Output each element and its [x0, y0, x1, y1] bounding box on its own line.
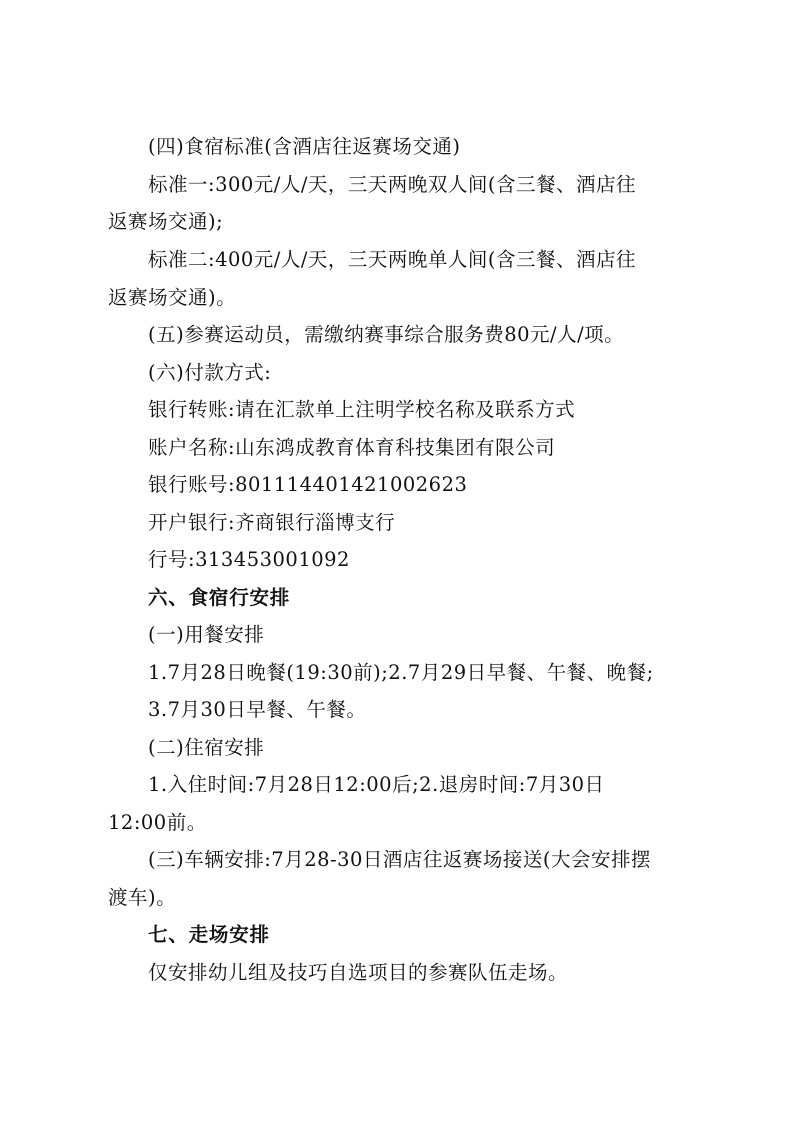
vehicle-arrangement-continuation: 渡车)。: [108, 886, 177, 909]
check-in-out-line: 1.入住时间:7月28日12:00后;2.退房时间:7月30日: [148, 773, 605, 796]
vehicle-arrangement-line: (三)车辆安排:7月28-30日酒店往返赛场接送(大会安排摆: [148, 848, 652, 871]
payment-method-heading: (六)付款方式:: [148, 361, 272, 384]
meal-schedule-line-1: 1.7月28日晚餐(19:30前);2.7月29日早餐、午餐、晚餐;: [148, 661, 654, 684]
subsection-accommodation-standard: (四)食宿标准(含酒店往返赛场交通): [148, 135, 461, 158]
standard-two-line: 标准二:400元/人/天，三天两晚单人间(含三餐、酒店往: [148, 248, 637, 271]
meal-arrangement-heading: (一)用餐安排: [148, 623, 265, 646]
opening-bank: 开户银行:齐商银行淄博支行: [148, 511, 396, 534]
standard-one-line: 标准一:300元/人/天，三天两晚双人间(含三餐、酒店往: [148, 173, 637, 196]
account-number: 银行账号:801114401421002623: [148, 473, 468, 496]
bank-code: 行号:313453001092: [148, 548, 350, 571]
section-six-heading: 六、食宿行安排: [148, 586, 291, 609]
account-name: 账户名称:山东鸿成教育体育科技集团有限公司: [148, 436, 556, 459]
bank-transfer-note: 银行转账:请在汇款单上注明学校名称及联系方式: [148, 398, 576, 421]
standard-two-continuation: 返赛场交通)。: [108, 286, 237, 309]
check-in-out-continuation: 12:00前。: [108, 811, 207, 834]
service-fee-paragraph: (五)参赛运动员，需缴纳赛事综合服务费80元/人/项。: [148, 323, 625, 346]
section-seven-heading: 七、走场安排: [148, 923, 270, 946]
lodging-arrangement-heading: (二)住宿安排: [148, 736, 265, 759]
standard-one-continuation: 返赛场交通);: [108, 210, 224, 233]
meal-schedule-line-2: 3.7月30日早餐、午餐。: [148, 698, 367, 721]
walkthrough-paragraph: 仅安排幼儿组及技巧自选项目的参赛队伍走场。: [148, 961, 569, 984]
